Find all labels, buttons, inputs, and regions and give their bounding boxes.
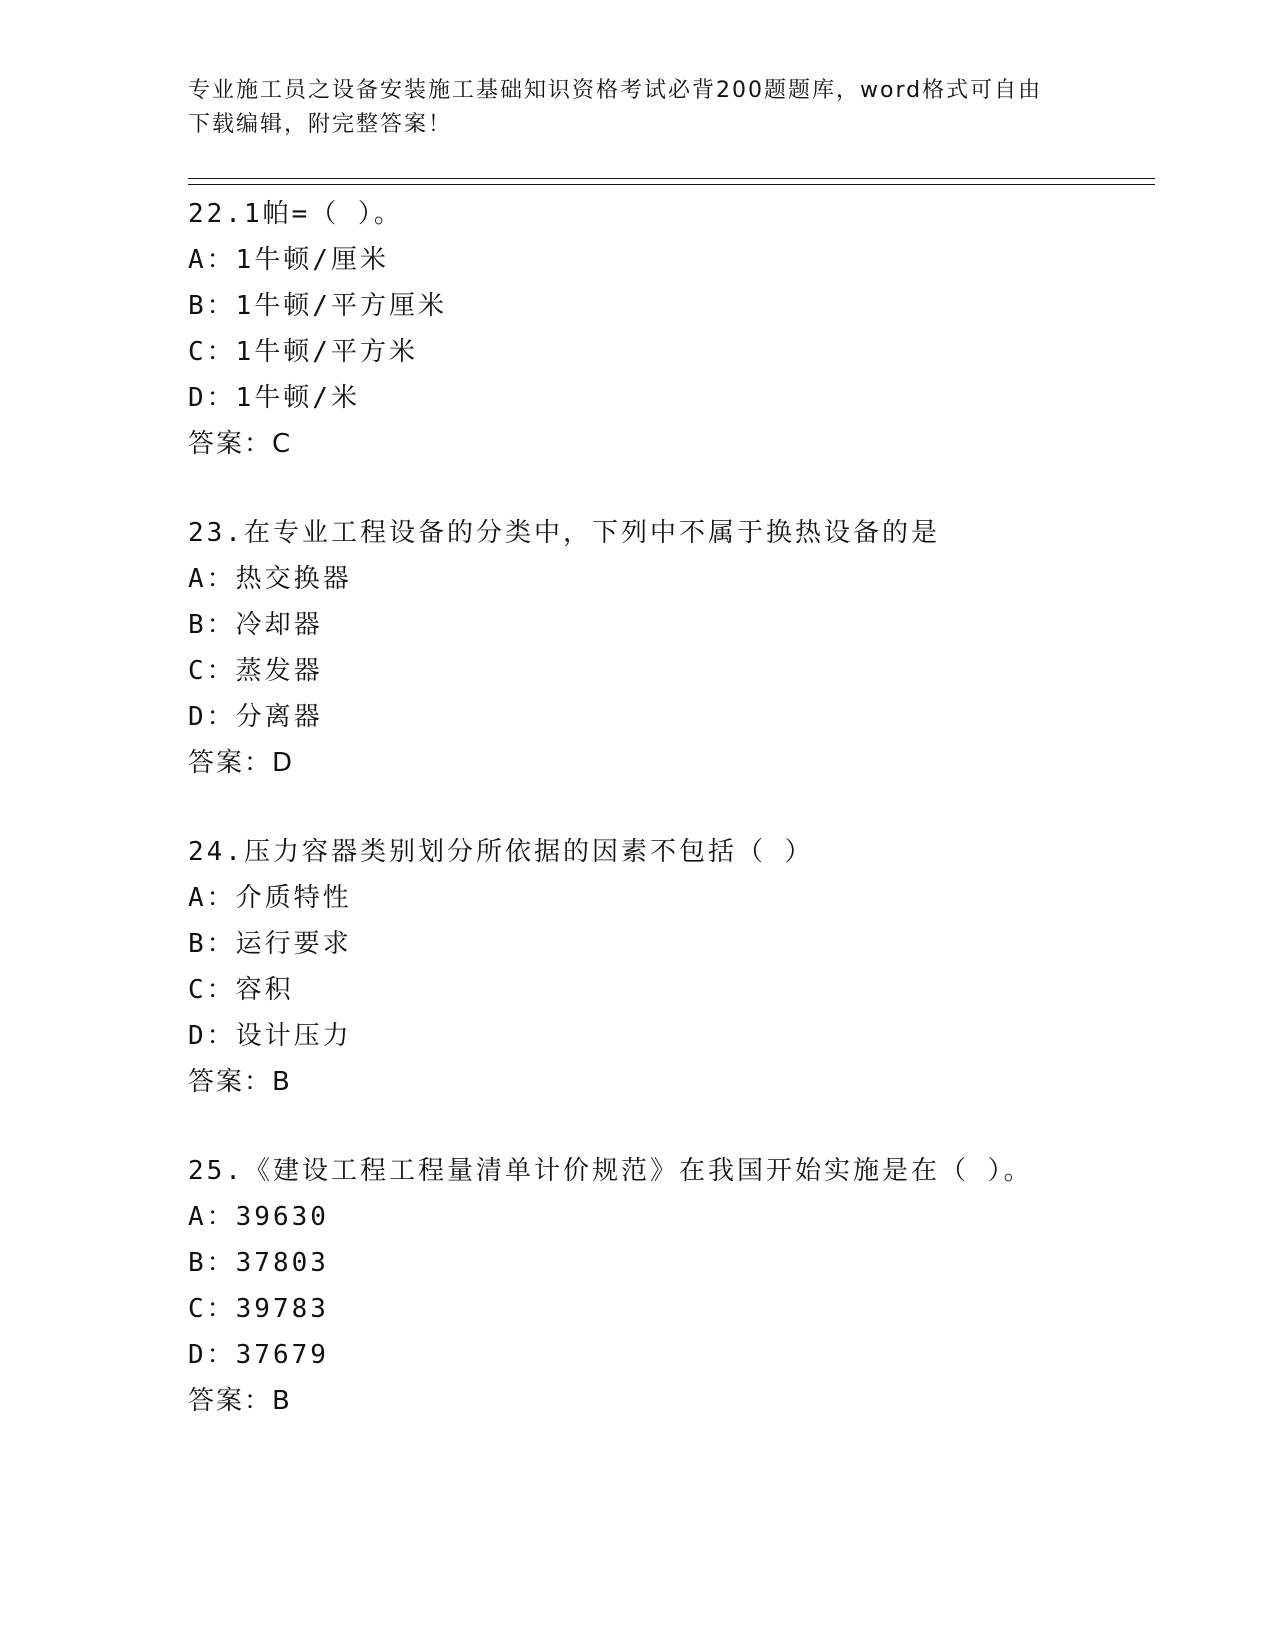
question-25 [188, 1148, 1158, 1424]
header-divider [188, 178, 1155, 185]
answer: 答案：B [188, 1386, 292, 1416]
question-23 [188, 510, 1158, 786]
header-line-2: 下载编辑，附完整答案！ [188, 112, 453, 137]
option-b: B：1牛顿/平方厘米 [188, 291, 447, 321]
question-stem: 23.在专业工程设备的分类中，下列中不属于换热设备的是 [188, 518, 940, 548]
option-d: D：37679 [188, 1340, 329, 1370]
question-stem: 22.1帕=（ ）。 [188, 199, 403, 229]
option-c: C：39783 [188, 1294, 329, 1324]
option-b: B：37803 [188, 1248, 329, 1278]
question-stem: 24.压力容器类别划分所依据的因素不包括（ ） [188, 837, 814, 867]
answer: 答案：C [188, 429, 293, 459]
option-d: D：分离器 [188, 702, 323, 732]
option-a: A：介质特性 [188, 883, 352, 913]
option-a: A：热交换器 [188, 564, 352, 594]
option-d: D：1牛顿/米 [188, 383, 360, 413]
option-a: A：1牛顿/厘米 [188, 245, 389, 275]
question-24 [188, 829, 1158, 1105]
option-d: D：设计压力 [188, 1021, 352, 1051]
answer: 答案：B [188, 1067, 292, 1097]
question-list [188, 191, 1158, 1467]
option-b: B：冷却器 [188, 610, 323, 640]
option-a: A：39630 [188, 1202, 329, 1232]
option-b: B：运行要求 [188, 929, 352, 959]
option-c: C：容积 [188, 975, 294, 1005]
header-line-1: 专业施工员之设备安装施工基础知识资格考试必背200题题库，word格式可自由 [188, 78, 1043, 103]
document-header [188, 74, 1088, 142]
option-c: C：1牛顿/平方米 [188, 337, 418, 367]
question-22 [188, 191, 1158, 467]
option-c: C：蒸发器 [188, 656, 323, 686]
question-stem: 25.《建设工程工程量清单计价规范》在我国开始实施是在（ ）。 [188, 1156, 1033, 1186]
answer: 答案：D [188, 748, 295, 778]
